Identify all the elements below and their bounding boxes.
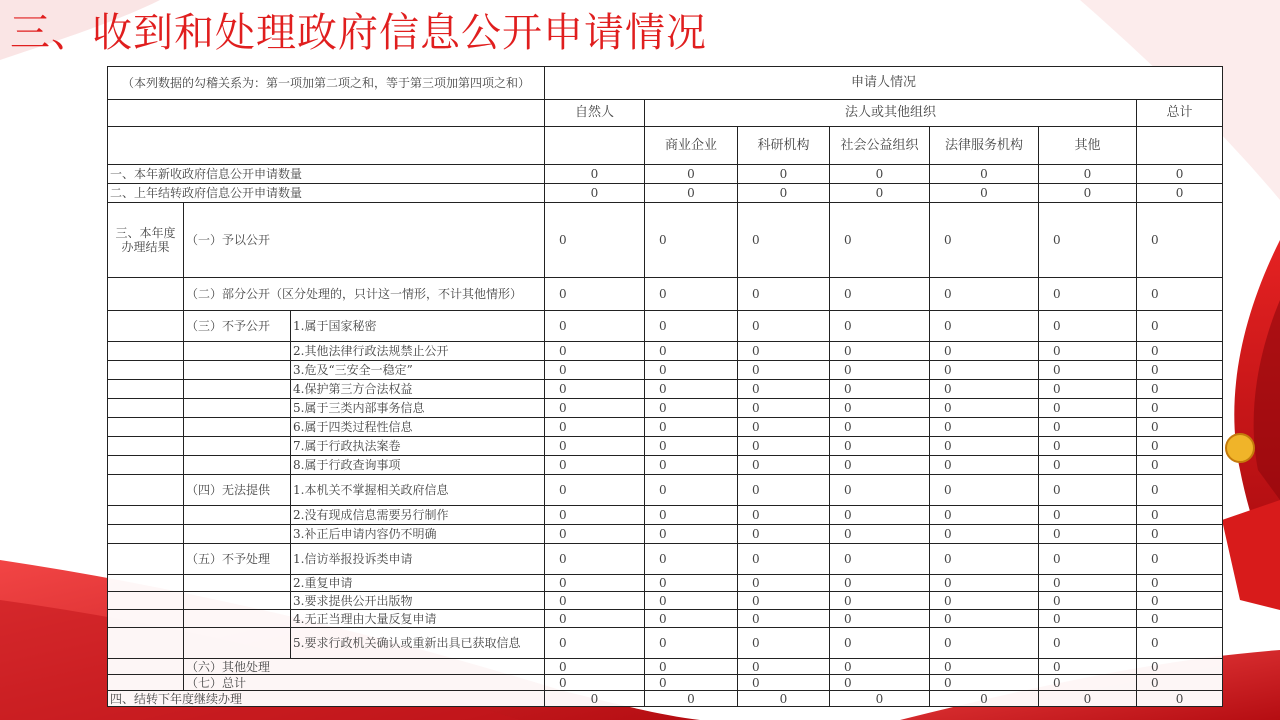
value-cell: 0 xyxy=(645,544,738,575)
value-cell: 0 xyxy=(1039,691,1137,707)
value-cell: 0 xyxy=(1039,311,1137,342)
value-cell: 0 xyxy=(545,456,645,475)
value-cell: 0 xyxy=(830,437,930,456)
value-cell: 0 xyxy=(545,691,645,707)
value-cell: 0 xyxy=(738,475,830,506)
value-cell: 0 xyxy=(545,399,645,418)
value-cell: 0 xyxy=(930,165,1039,184)
value-cell: 0 xyxy=(930,575,1039,592)
value-cell: 0 xyxy=(1039,278,1137,311)
value-cell: 0 xyxy=(1137,691,1223,707)
value-cell: 0 xyxy=(1039,592,1137,610)
value-cell: 0 xyxy=(830,399,930,418)
value-cell: 0 xyxy=(645,165,738,184)
table-row xyxy=(108,592,1223,610)
header-blank xyxy=(1137,127,1223,165)
value-cell: 0 xyxy=(645,311,738,342)
group-label: （三）不予公开 xyxy=(184,311,291,342)
value-cell: 0 xyxy=(738,203,830,278)
table-row xyxy=(108,380,1223,399)
row-label: 3.危及“三安全一稳定” xyxy=(291,361,545,380)
value-cell: 0 xyxy=(738,418,830,437)
row-label: 5.要求行政机关确认或重新出具已获取信息 xyxy=(291,628,545,659)
value-cell: 0 xyxy=(545,278,645,311)
value-cell: 0 xyxy=(1039,361,1137,380)
value-cell: 0 xyxy=(645,399,738,418)
value-cell: 0 xyxy=(1137,203,1223,278)
value-cell: 0 xyxy=(1137,675,1223,691)
value-cell: 0 xyxy=(1039,456,1137,475)
value-cell: 0 xyxy=(930,525,1039,544)
section-label: 三、本年度办理结果 xyxy=(108,203,184,278)
table-row xyxy=(108,506,1223,525)
value-cell: 0 xyxy=(1137,311,1223,342)
header-blank xyxy=(108,127,545,165)
value-cell: 0 xyxy=(830,278,930,311)
value-cell: 0 xyxy=(1137,418,1223,437)
value-cell: 0 xyxy=(545,659,645,675)
value-cell: 0 xyxy=(545,525,645,544)
header-legal-entity: 法人或其他组织 xyxy=(645,100,1137,127)
value-cell: 0 xyxy=(545,544,645,575)
row-label: 1.属于国家秘密 xyxy=(291,311,545,342)
value-cell: 0 xyxy=(545,437,645,456)
row-label: 5.属于三类内部事务信息 xyxy=(291,399,545,418)
value-cell: 0 xyxy=(738,311,830,342)
value-cell: 0 xyxy=(930,203,1039,278)
value-cell: 0 xyxy=(738,437,830,456)
value-cell: 0 xyxy=(545,184,645,203)
table-row xyxy=(108,575,1223,592)
header-blank xyxy=(545,127,645,165)
value-cell: 0 xyxy=(738,675,830,691)
value-cell: 0 xyxy=(1039,184,1137,203)
value-cell: 0 xyxy=(1137,342,1223,361)
value-cell: 0 xyxy=(738,691,830,707)
value-cell: 0 xyxy=(1039,544,1137,575)
lantern-ornament xyxy=(1226,434,1254,462)
table-row xyxy=(108,100,1223,127)
value-cell: 0 xyxy=(738,506,830,525)
row-label: 一、本年新收政府信息公开申请数量 xyxy=(108,165,545,184)
row-label: 四、结转下年度继续办理 xyxy=(108,691,545,707)
value-cell: 0 xyxy=(830,311,930,342)
value-cell: 0 xyxy=(830,675,930,691)
header-legal-services: 法律服务机构 xyxy=(930,127,1039,165)
value-cell: 0 xyxy=(930,675,1039,691)
value-cell: 0 xyxy=(930,418,1039,437)
value-cell: 0 xyxy=(645,380,738,399)
value-cell: 0 xyxy=(930,475,1039,506)
value-cell: 0 xyxy=(830,380,930,399)
header-public-welfare: 社会公益组织 xyxy=(830,127,930,165)
value-cell: 0 xyxy=(645,475,738,506)
value-cell: 0 xyxy=(830,361,930,380)
value-cell: 0 xyxy=(545,418,645,437)
value-cell: 0 xyxy=(930,399,1039,418)
table-row xyxy=(108,399,1223,418)
value-cell: 0 xyxy=(645,203,738,278)
value-cell: 0 xyxy=(1039,418,1137,437)
value-cell: 0 xyxy=(645,506,738,525)
value-cell: 0 xyxy=(830,691,930,707)
value-cell: 0 xyxy=(1039,437,1137,456)
row-label: （七）总计 xyxy=(184,675,545,691)
value-cell: 0 xyxy=(830,165,930,184)
row-label: （六）其他处理 xyxy=(184,659,545,675)
value-cell: 0 xyxy=(1137,525,1223,544)
value-cell: 0 xyxy=(738,592,830,610)
value-cell: 0 xyxy=(545,592,645,610)
row-label: 1.信访举报投诉类申请 xyxy=(291,544,545,575)
value-cell: 0 xyxy=(930,278,1039,311)
table-row xyxy=(108,456,1223,475)
table-row xyxy=(108,659,1223,675)
value-cell: 0 xyxy=(545,675,645,691)
value-cell: 0 xyxy=(830,525,930,544)
value-cell: 0 xyxy=(930,184,1039,203)
header-other: 其他 xyxy=(1039,127,1137,165)
table-row xyxy=(108,203,1223,278)
value-cell: 0 xyxy=(738,380,830,399)
value-cell: 0 xyxy=(830,184,930,203)
value-cell: 0 xyxy=(1137,165,1223,184)
value-cell: 0 xyxy=(830,342,930,361)
row-label: （一）予以公开 xyxy=(184,203,545,278)
value-cell: 0 xyxy=(645,675,738,691)
value-cell: 0 xyxy=(738,575,830,592)
header-commercial: 商业企业 xyxy=(645,127,738,165)
value-cell: 0 xyxy=(738,610,830,628)
value-cell: 0 xyxy=(545,380,645,399)
value-cell: 0 xyxy=(738,544,830,575)
header-total: 总计 xyxy=(1137,100,1223,127)
row-label: 4.无正当理由大量反复申请 xyxy=(291,610,545,628)
value-cell: 0 xyxy=(1039,675,1137,691)
value-cell: 0 xyxy=(738,361,830,380)
value-cell: 0 xyxy=(738,525,830,544)
value-cell: 0 xyxy=(645,691,738,707)
value-cell: 0 xyxy=(930,544,1039,575)
value-cell: 0 xyxy=(1039,525,1137,544)
row-label: 8.属于行政查询事项 xyxy=(291,456,545,475)
value-cell: 0 xyxy=(645,278,738,311)
value-cell: 0 xyxy=(1039,203,1137,278)
value-cell: 0 xyxy=(645,437,738,456)
row-label: 4.保护第三方合法权益 xyxy=(291,380,545,399)
value-cell: 0 xyxy=(830,592,930,610)
value-cell: 0 xyxy=(738,165,830,184)
value-cell: 0 xyxy=(930,659,1039,675)
table-row xyxy=(108,127,1223,165)
value-cell: 0 xyxy=(830,575,930,592)
value-cell: 0 xyxy=(738,342,830,361)
value-cell: 0 xyxy=(830,659,930,675)
table-row xyxy=(108,184,1223,203)
value-cell: 0 xyxy=(545,610,645,628)
value-cell: 0 xyxy=(738,628,830,659)
value-cell: 0 xyxy=(645,456,738,475)
table-row xyxy=(108,691,1223,707)
value-cell: 0 xyxy=(830,628,930,659)
value-cell: 0 xyxy=(645,659,738,675)
value-cell: 0 xyxy=(1137,659,1223,675)
header-natural-person: 自然人 xyxy=(545,100,645,127)
row-label: （二）部分公开（区分处理的，只计这一情形，不计其他情形） xyxy=(184,278,545,311)
value-cell: 0 xyxy=(1137,575,1223,592)
value-cell: 0 xyxy=(545,311,645,342)
value-cell: 0 xyxy=(545,361,645,380)
value-cell: 0 xyxy=(645,418,738,437)
value-cell: 0 xyxy=(645,575,738,592)
value-cell: 0 xyxy=(738,456,830,475)
value-cell: 0 xyxy=(1137,544,1223,575)
value-cell: 0 xyxy=(1137,184,1223,203)
value-cell: 0 xyxy=(830,506,930,525)
row-label: 3.补正后申请内容仍不明确 xyxy=(291,525,545,544)
group-label: （四）无法提供 xyxy=(184,475,291,506)
value-cell: 0 xyxy=(738,184,830,203)
value-cell: 0 xyxy=(645,361,738,380)
table-row xyxy=(108,628,1223,659)
table-row xyxy=(108,525,1223,544)
value-cell: 0 xyxy=(830,610,930,628)
value-cell: 0 xyxy=(1039,628,1137,659)
value-cell: 0 xyxy=(1039,342,1137,361)
table-row xyxy=(108,475,1223,506)
value-cell: 0 xyxy=(1137,278,1223,311)
value-cell: 0 xyxy=(930,592,1039,610)
value-cell: 0 xyxy=(1137,399,1223,418)
table-row xyxy=(108,544,1223,575)
table-row xyxy=(108,342,1223,361)
value-cell: 0 xyxy=(1039,659,1137,675)
table-row xyxy=(108,278,1223,311)
value-cell: 0 xyxy=(1039,475,1137,506)
value-cell: 0 xyxy=(1137,592,1223,610)
value-cell: 0 xyxy=(545,342,645,361)
value-cell: 0 xyxy=(645,342,738,361)
value-cell: 0 xyxy=(930,361,1039,380)
value-cell: 0 xyxy=(930,610,1039,628)
value-cell: 0 xyxy=(930,437,1039,456)
value-cell: 0 xyxy=(738,659,830,675)
row-label: 2.没有现成信息需要另行制作 xyxy=(291,506,545,525)
value-cell: 0 xyxy=(930,342,1039,361)
row-label: 3.要求提供公开出版物 xyxy=(291,592,545,610)
value-cell: 0 xyxy=(545,506,645,525)
value-cell: 0 xyxy=(1137,475,1223,506)
value-cell: 0 xyxy=(930,380,1039,399)
row-label: 6.属于四类过程性信息 xyxy=(291,418,545,437)
header-note: （本列数据的勾稽关系为：第一项加第二项之和，等于第三项加第四项之和） xyxy=(108,67,545,100)
value-cell: 0 xyxy=(830,418,930,437)
table-row xyxy=(108,165,1223,184)
value-cell: 0 xyxy=(1137,506,1223,525)
header-blank xyxy=(108,100,545,127)
header-research: 科研机构 xyxy=(738,127,830,165)
value-cell: 0 xyxy=(1137,437,1223,456)
value-cell: 0 xyxy=(645,525,738,544)
value-cell: 0 xyxy=(645,610,738,628)
value-cell: 0 xyxy=(645,628,738,659)
row-label: 二、上年结转政府信息公开申请数量 xyxy=(108,184,545,203)
value-cell: 0 xyxy=(1137,361,1223,380)
table-row xyxy=(108,437,1223,456)
statistics-table xyxy=(107,66,1223,707)
table-row xyxy=(108,610,1223,628)
table-row xyxy=(108,675,1223,691)
table-row xyxy=(108,67,1223,100)
table-row xyxy=(108,418,1223,437)
row-label: 2.其他法律行政法规禁止公开 xyxy=(291,342,545,361)
value-cell: 0 xyxy=(1039,506,1137,525)
value-cell: 0 xyxy=(930,628,1039,659)
value-cell: 0 xyxy=(1039,165,1137,184)
table-row xyxy=(108,361,1223,380)
value-cell: 0 xyxy=(645,184,738,203)
value-cell: 0 xyxy=(545,203,645,278)
value-cell: 0 xyxy=(830,475,930,506)
value-cell: 0 xyxy=(1039,380,1137,399)
value-cell: 0 xyxy=(1039,610,1137,628)
value-cell: 0 xyxy=(830,203,930,278)
row-label: 7.属于行政执法案卷 xyxy=(291,437,545,456)
table-row xyxy=(108,311,1223,342)
value-cell: 0 xyxy=(830,544,930,575)
row-label: 1.本机关不掌握相关政府信息 xyxy=(291,475,545,506)
value-cell: 0 xyxy=(1039,399,1137,418)
value-cell: 0 xyxy=(545,628,645,659)
value-cell: 0 xyxy=(1137,456,1223,475)
value-cell: 0 xyxy=(1039,575,1137,592)
group-label: （五）不予处理 xyxy=(184,544,291,575)
value-cell: 0 xyxy=(545,475,645,506)
value-cell: 0 xyxy=(545,575,645,592)
value-cell: 0 xyxy=(1137,610,1223,628)
row-label: 2.重复申请 xyxy=(291,575,545,592)
value-cell: 0 xyxy=(930,506,1039,525)
value-cell: 0 xyxy=(1137,628,1223,659)
value-cell: 0 xyxy=(545,165,645,184)
value-cell: 0 xyxy=(738,278,830,311)
value-cell: 0 xyxy=(830,456,930,475)
page-title: 三、收到和处理政府信息公开申请情况 xyxy=(10,10,707,56)
header-applicant: 申请人情况 xyxy=(545,67,1223,100)
red-star-ornament xyxy=(1222,500,1280,610)
value-cell: 0 xyxy=(930,311,1039,342)
value-cell: 0 xyxy=(645,592,738,610)
value-cell: 0 xyxy=(930,691,1039,707)
value-cell: 0 xyxy=(738,399,830,418)
value-cell: 0 xyxy=(1137,380,1223,399)
value-cell: 0 xyxy=(930,456,1039,475)
